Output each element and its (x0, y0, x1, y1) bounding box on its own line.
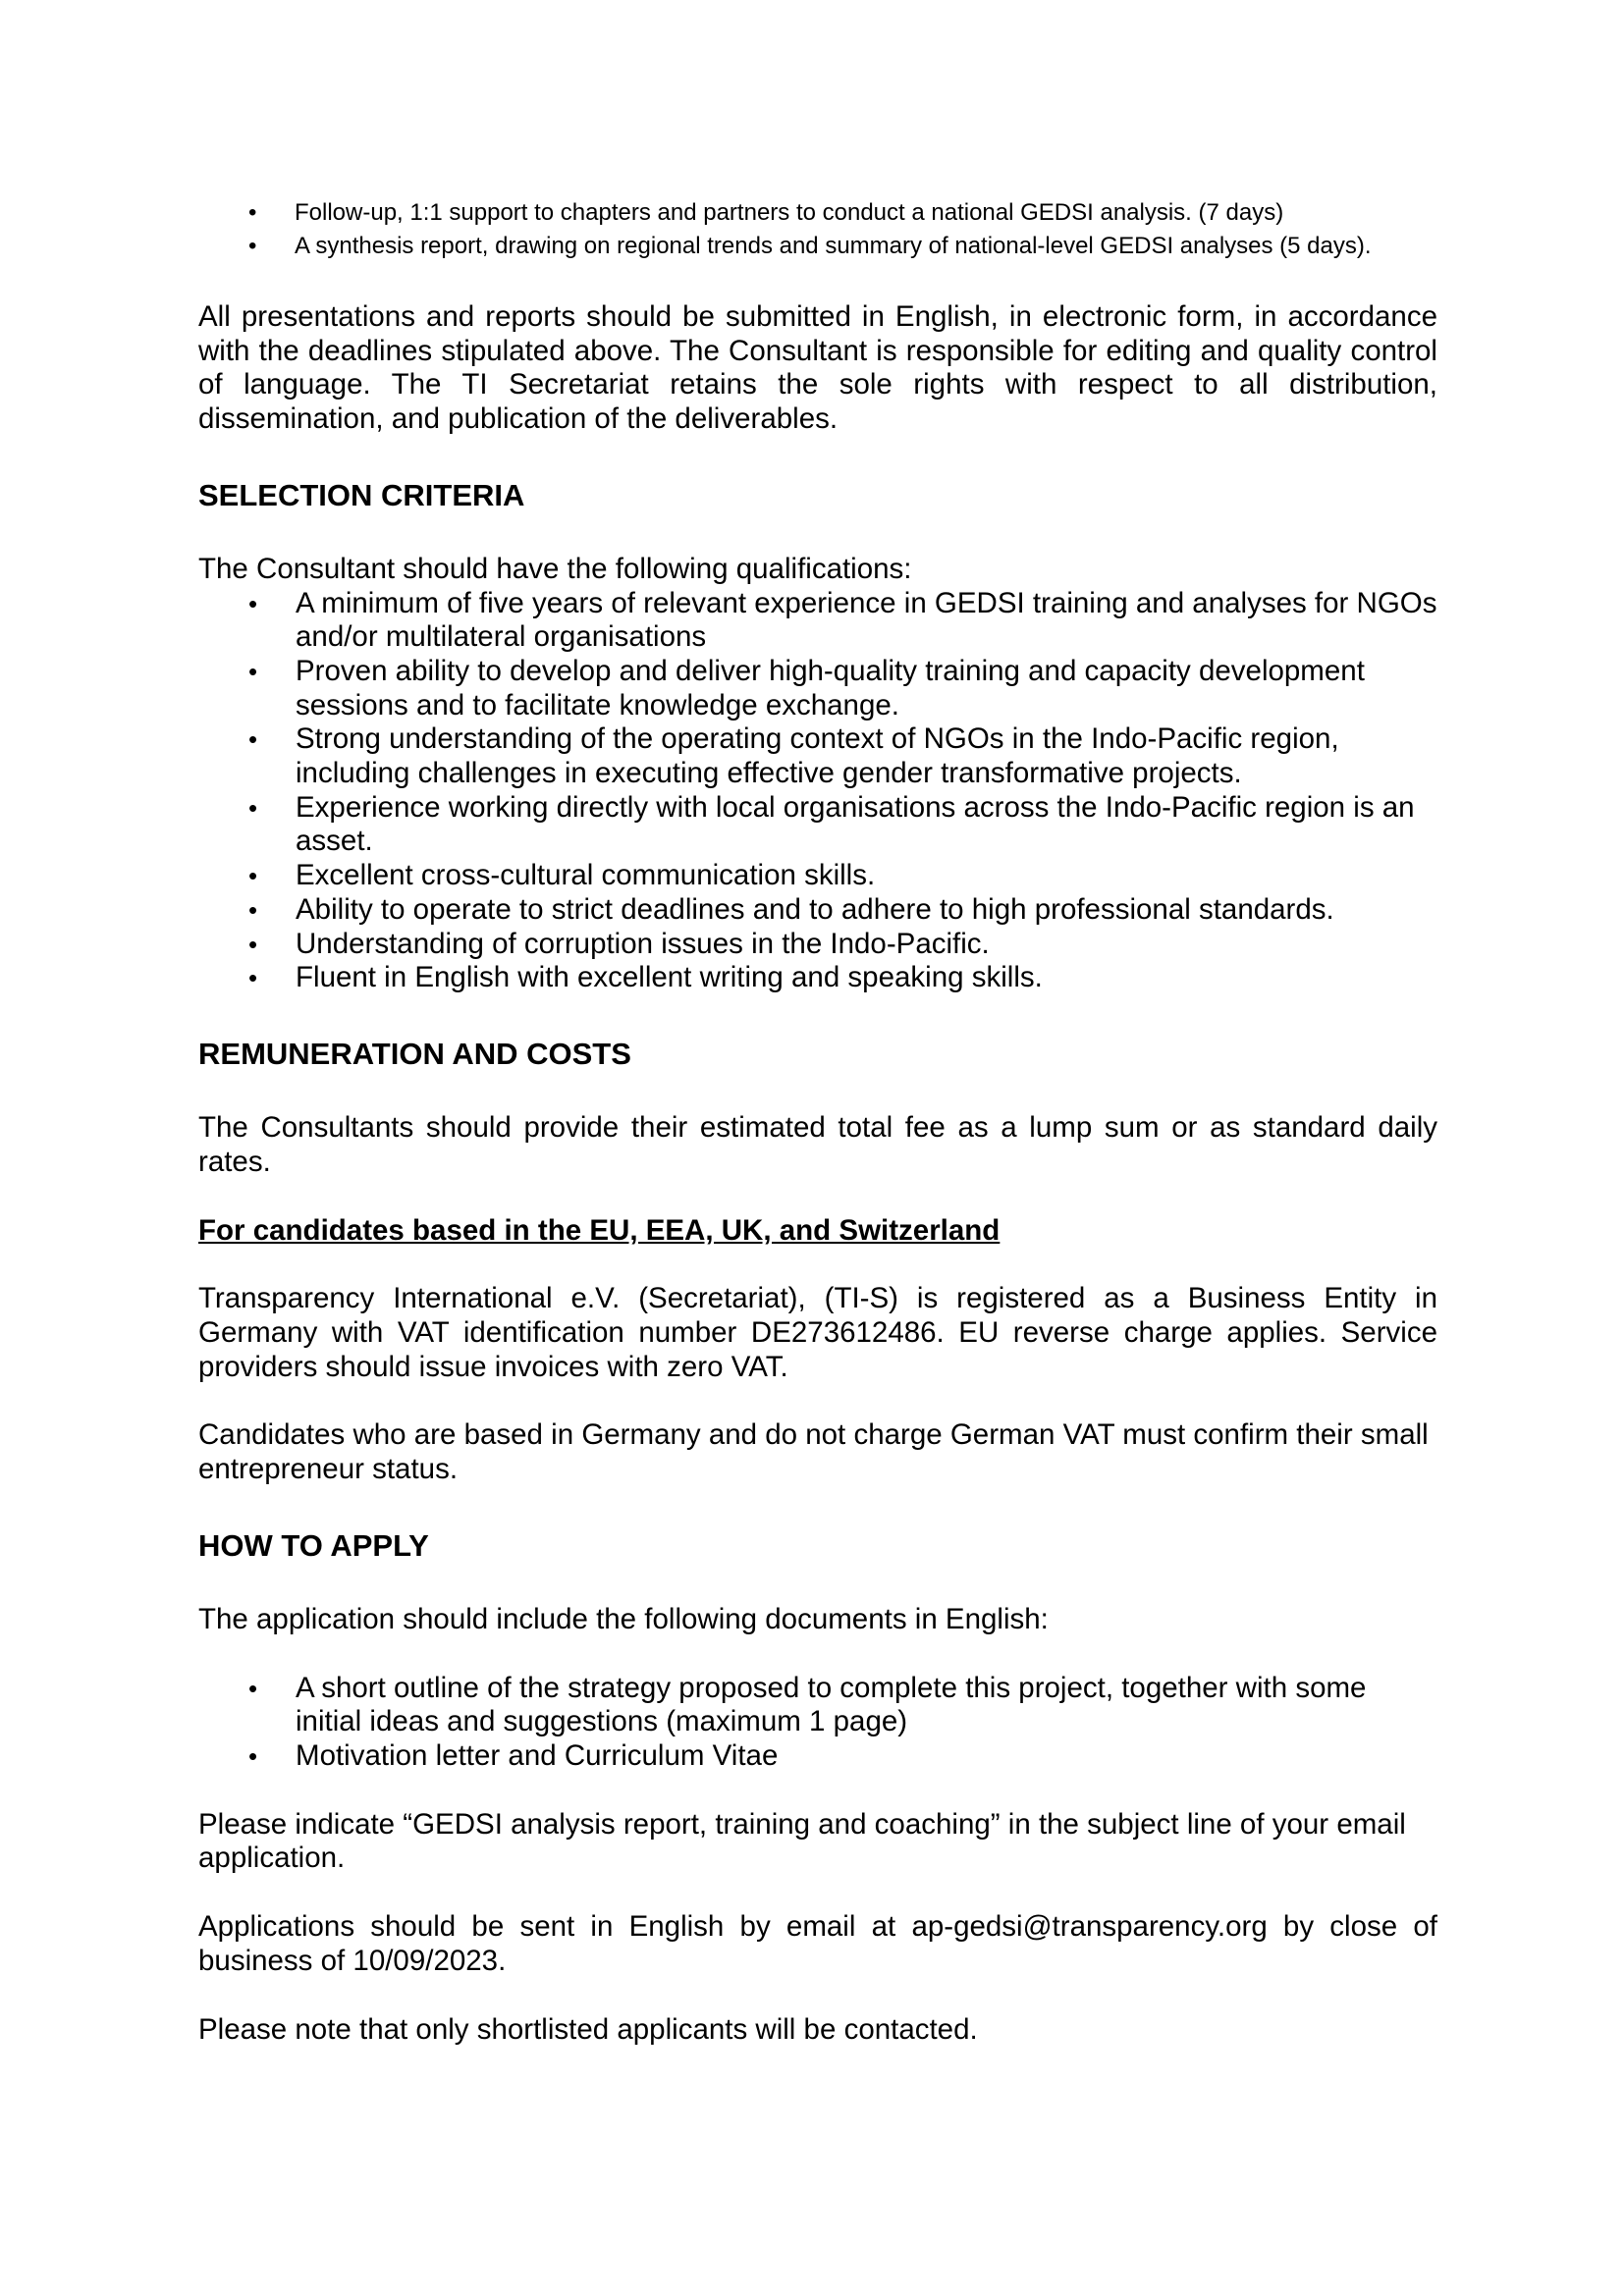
apply-lead: The application should include the following documents in English: (198, 1602, 1049, 1635)
how-to-apply-heading: HOW TO APPLY (198, 1527, 429, 1563)
list-item: • Fluent in English with excellent writing and speaking skills. (198, 961, 1437, 995)
list-item: • Excellent cross-cultural communication skills. (198, 859, 1437, 893)
qualifications-list (198, 587, 1437, 995)
application-documents-list (198, 1672, 1437, 1774)
remuneration-heading: REMUNERATION AND COSTS (198, 1036, 631, 1071)
deliverables-list (198, 196, 1437, 263)
list-item: • Ability to operate to strict deadlines and to adhere to high professional standards. (198, 893, 1437, 928)
vat-paragraph: Transparency International e.V. (Secretariat), (TI-S) is registered as a Business Entity in Germany with VAT identification number DE273612486. EU reverse charge applies. Service providers should issue invoices with zero VAT. (198, 1282, 1437, 1383)
subject-line-paragraph: Please indicate “GEDSI analysis report, training and coaching” in the subject line of your email application. (198, 1807, 1406, 1875)
shortlist-note: Please note that only shortlisted applicants will be contacted. (198, 2012, 978, 2046)
eu-candidates-subheading: For candidates based in the EU, EEA, UK, and Switzerland (198, 1214, 1001, 1248)
list-item: • Strong understanding of the operating context of NGOs in the Indo-Pacific region, including challenges in executing effective gender transformative projects. (198, 722, 1437, 790)
selection-lead: The Consultant should have the following qualifications: (198, 552, 912, 585)
list-item: • Understanding of corruption issues in the Indo-Pacific. (198, 928, 1437, 962)
list-item: • Experience working directly with local organisations across the Indo-Pacific region is an asset. (198, 791, 1437, 859)
list-item: • A synthesis report, drawing on regional trends and summary of national-level GEDSI analyses (5 days). (198, 230, 1437, 263)
page-content (198, 196, 1437, 2047)
fee-paragraph: The Consultants should provide their estimated total fee as a lump sum or as standard daily rates. (198, 1110, 1437, 1178)
list-item: • A short outline of the strategy proposed to complete this project, together with some initial ideas and suggestions (maximum 1 page) (198, 1672, 1437, 1739)
list-item: • A minimum of five years of relevant experience in GEDSI training and analyses for NGOs and/or multilateral organisations (198, 587, 1437, 655)
germany-vat-paragraph: Candidates who are based in Germany and do not charge German VAT must confirm their small entrepreneur status. (198, 1418, 1429, 1486)
list-item: • Motivation letter and Curriculum Vitae (198, 1739, 1437, 1774)
list-item: • Follow-up, 1:1 support to chapters and partners to conduct a national GEDSI analysis. (7 days) (198, 196, 1437, 230)
email-paragraph: Applications should be sent in English by email at ap-gedsi@transparency.org by close of business of 10/09/2023. (198, 1910, 1437, 1977)
selection-criteria-heading: SELECTION CRITERIA (198, 477, 525, 512)
submission-paragraph: All presentations and reports should be submitted in English, in electronic form, in accordance with the deadlines stipulated above. The Consultant is responsible for editing and quality control of language. The TI Secretariat retains the sole rights with respect to all distribution, dissemination, and publication of the deliverables. (198, 300, 1437, 436)
list-item: • Proven ability to develop and deliver high-quality training and capacity development sessions and to facilitate knowledge exchange. (198, 655, 1437, 722)
